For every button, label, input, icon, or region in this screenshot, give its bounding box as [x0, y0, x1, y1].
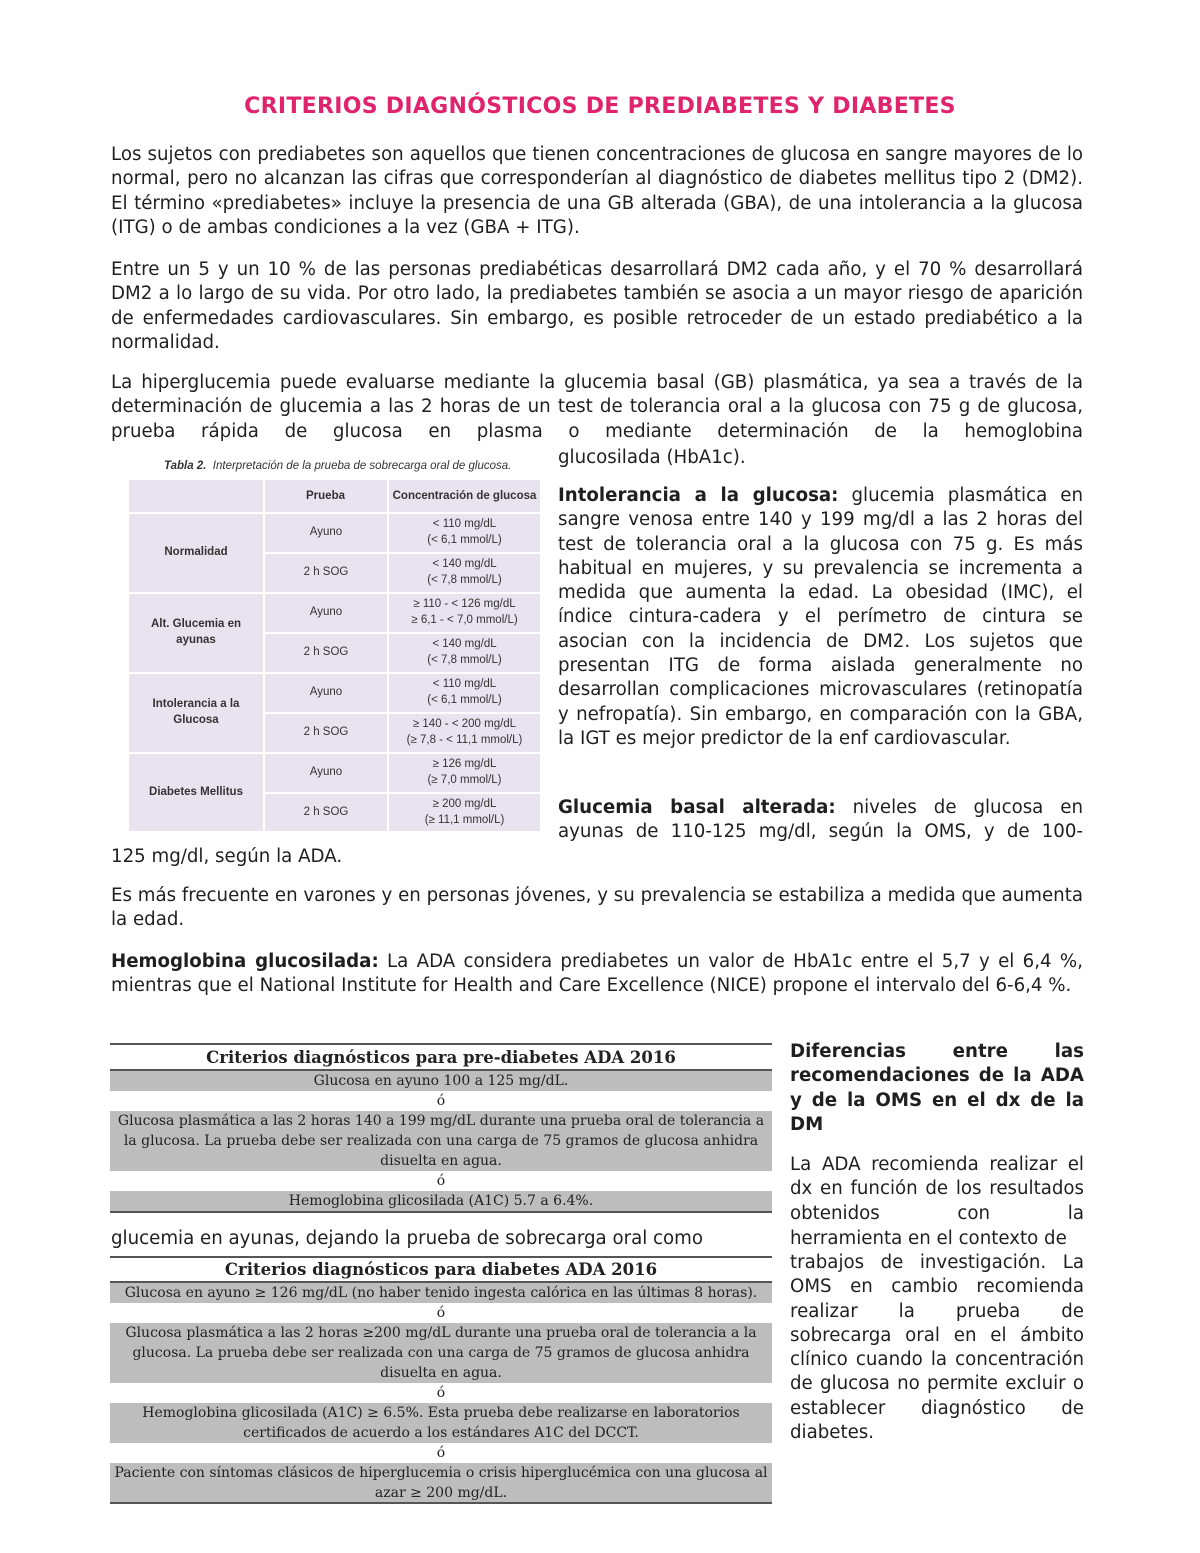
table2-value: < 110 mg/dL (< 6,1 mmol/L) — [427, 678, 502, 706]
paragraph-hba1c: Hemoglobina glucosilada: La ADA considera prediabetes un valor de HbA1c entre el 5,7 y el 6,4 %, mientras que el National Institute for Health and Care Excellence (NICE) propone el intervalo del 6-6,4 %. — [111, 951, 1083, 997]
table2-divider — [129, 752, 540, 754]
table2-divider — [387, 480, 389, 831]
table2-value: ≥ 110 - < 126 mg/dL ≥ 6,1 - < 7,0 mmol/L) — [411, 598, 518, 626]
table2-divider — [263, 552, 540, 554]
table2-caption: Tabla 2. Interpretación de la prueba de sobrecarga oral de glucosa. — [164, 460, 512, 472]
table2-test: 2 h SOG — [303, 805, 349, 818]
table2-test: Ayuno — [309, 606, 343, 618]
paragraph-intro: Los sujetos con prediabetes son aquellos que tienen concentraciones de glucosa en sangre mayores de lo normal, pero no alcanzan las cifras que corresponderían al diagnóstico de diabetes mellitus tipo 2 (DM2). El término «prediabetes» incluye la presencia de una GB alterada (GBA), de una intolerancia a la glucosa (ITG) o de ambas condiciones a la vez (GBA + ITG). — [111, 144, 1083, 238]
table2-group-intolerancia: Intolerancia a la Glucosa — [152, 698, 240, 726]
ada-diabetes-criterion: Glucosa plasmática a las 2 horas ≥200 mg/dL durante una prueba oral de tolerancia a la glucosa. La prueba debe ser realizada con una carga de 75 gramos de glucosa anhidra disuelta en agua. — [110, 1323, 772, 1383]
table-rule — [110, 1043, 772, 1045]
ada-prediabetes-criterion: Hemoglobina glicosilada (A1C) 5.7 a 6.4%. — [110, 1191, 772, 1211]
table2-divider — [129, 512, 540, 514]
table2-test: Ayuno — [309, 686, 343, 698]
table2-test: 2 h SOG — [303, 566, 349, 578]
table2-group-diabetes: Diabetes Mellitus — [149, 785, 243, 798]
ada-prediabetes-table — [110, 1043, 772, 1213]
or-separator: ó — [436, 1173, 446, 1189]
ada-diabetes-title: Criterios diagnósticos para diabetes ADA 2016 — [224, 1260, 658, 1279]
ada-diabetes-criterion: Glucosa en ayuno ≥ 126 mg/dL (no haber tenido ingesta calórica en las últimas 8 horas). — [110, 1283, 772, 1303]
page-title: CRITERIOS DIAGNÓSTICOS DE PREDIABETES Y DIABETES — [244, 94, 956, 119]
paragraph-progression: Entre un 5 y un 10 % de las personas prediabéticas desarrollará DM2 cada año, y el 70 % desarrollará DM2 a lo largo de su vida. Por otro lado, la prediabetes también se asocia a un mayor riesgo de aparición de enfermedades cardiovasculares. Sin embargo, es posible retroceder de un estado prediabético a la normalidad. — [111, 259, 1083, 353]
ada-diabetes-criterion: Paciente con síntomas clásicos de hiperglucemia o crisis hiperglucémica con una glucosa al azar ≥ 200 mg/dL. — [110, 1463, 772, 1503]
side-paragraph-continued: trabajos de investigación. La OMS en cambio recomienda realizar la prueba de sobrecarga oral en el ámbito clínico cuando la concentración de glucosa no permite excluir o establecer diagnóstico de diabetes. — [790, 1252, 1084, 1444]
table2-test: 2 h SOG — [303, 646, 349, 658]
side-heading: Diferencias entre las recomendaciones de la ADA y de la OMS en el dx de la DM — [790, 1041, 1084, 1135]
or-separator: ó — [436, 1093, 446, 1109]
table2-test: Ayuno — [309, 526, 343, 538]
paragraph-prevalence: Es más frecuente en varones y en personas jóvenes, y su prevalencia se estabiliza a medida que aumenta la edad. — [111, 885, 1083, 931]
table-rule — [110, 1502, 772, 1504]
wrap-line-left: glucemia en ayunas, dejando la prueba de sobrecarga oral como — [111, 1228, 704, 1249]
or-separator: ó — [436, 1385, 446, 1401]
ada-prediabetes-criterion: Glucosa en ayuno 100 a 125 mg/dL. — [110, 1071, 772, 1091]
table2-divider — [129, 592, 540, 594]
table2-header-prueba: Prueba — [306, 490, 345, 502]
table2-header-concentracion: Concentración de glucosa — [392, 490, 537, 502]
table2-group-normalidad: Normalidad — [164, 546, 228, 558]
ada-prediabetes-criterion: Glucosa plasmática a las 2 horas 140 a 199 mg/dL durante una prueba oral de tolerancia a la glucosa. La prueba debe ser realizada con una carga de 75 gramos de glucosa anhidra disuelta en agua. — [110, 1111, 772, 1171]
ada-diabetes-criterion: Hemoglobina glicosilada (A1C) ≥ 6.5%. Esta prueba debe realizarse en laboratorios certificados de acuerdo a los estándares A1C del DCCT. — [110, 1403, 772, 1443]
table2-divider — [263, 712, 540, 714]
table2-divider — [263, 480, 265, 831]
table2-divider — [263, 632, 540, 634]
paragraph-gba: Glucemia basal alterada: niveles de glucosa en ayunas de 110-125 mg/dl, según la OMS, y de 100- — [558, 797, 1083, 843]
paragraph-intolerancia: Intolerancia a la glucosa: glucemia plasmática en sangre venosa entre 140 y 199 mg/dl a las 2 horas del test de tolerancia oral a la glucosa con 75 g. Es más habitual en mujeres, y su prevalencia se incrementa a medida que aumenta la edad. La obesidad (IMC), el índice cintura-cadera y el perímetro de cintura se asocian con la incidencia de DM2. Los sujetos que presentan ITG de forma aislada generalmente no desarrollan complicaciones microvasculares (retinopatía y nefropatía). Sin embargo, en comparación con la GBA, la IGT es mejor predictor de la enf cardiovascular. — [558, 485, 1083, 749]
table2-value: < 140 mg/dL (< 7,8 mmol/L) — [427, 558, 502, 586]
paragraph-hyperglycemia-end: glucosilada (HbA1c). — [558, 447, 746, 468]
table2-value: ≥ 126 mg/dL (≥ 7,0 mmol/L) — [427, 758, 502, 786]
table2-divider — [129, 672, 540, 674]
table2-divider — [263, 792, 540, 794]
or-separator: ó — [436, 1305, 446, 1321]
table2-value: ≥ 200 mg/dL (≥ 11,1 mmol/L) — [424, 797, 505, 826]
paragraph-hyperglycemia: La hiperglucemia puede evaluarse mediante la glucemia basal (GB) plasmática, ya sea a través de la determinación de glucemia a las 2 horas de un test de tolerancia oral a la glucosa con 75 g de glucosa, prueba rápida de glucosa en plasma o mediante determinación de la hemoglobina — [111, 372, 1083, 442]
ada-diabetes-table — [110, 1256, 772, 1504]
table2-test: 2 h SOG — [303, 726, 349, 738]
side-paragraph: La ADA recomienda realizar el dx en función de los resultados obtenidos con la — [790, 1154, 1084, 1224]
table2-value: < 140 mg/dL (< 7,8 mmol/L) — [427, 638, 502, 666]
glucose-tolerance-table — [129, 480, 540, 831]
table2-value: < 110 mg/dL (< 6,1 mmol/L) — [427, 518, 502, 546]
table-rule — [110, 1211, 772, 1213]
table2-test: Ayuno — [309, 766, 343, 778]
wrap-line-right: herramienta en el contexto de — [790, 1228, 1067, 1249]
ada-prediabetes-title: Criterios diagnósticos para pre-diabetes ADA 2016 — [206, 1048, 676, 1067]
table2-value: ≥ 140 - < 200 mg/dL (≥ 7,8 - < 11,1 mmol/L) — [406, 718, 523, 746]
paragraph-gba-end: 125 mg/dl, según la ADA. — [111, 846, 343, 867]
or-separator: ó — [436, 1445, 446, 1461]
table2-group-alt-glucemia: Alt. Glucemia en ayunas — [150, 618, 242, 646]
